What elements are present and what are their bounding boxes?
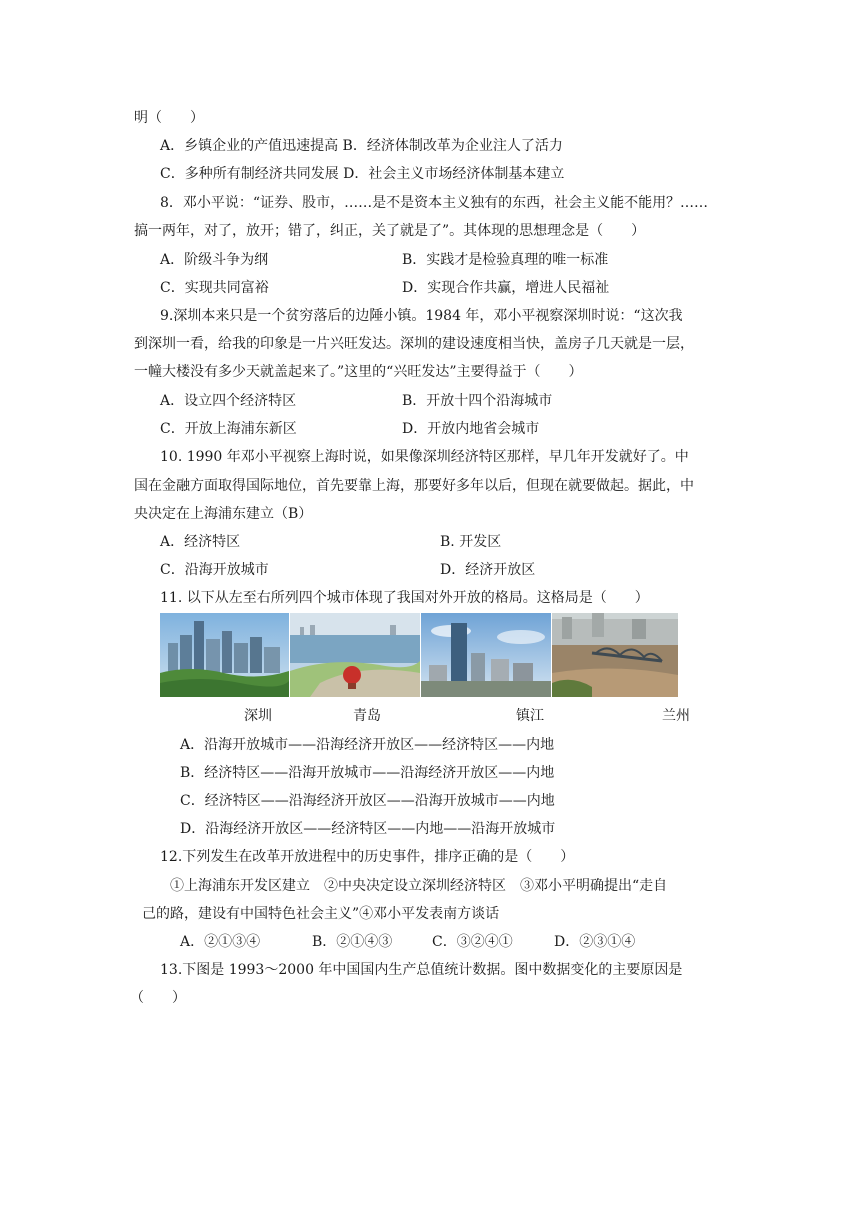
q12-option-d: D．②③①④	[554, 934, 636, 950]
q9-option-b: B．开放十四个沿海城市	[402, 393, 553, 409]
q10-stem-2: 国在金融方面取得国际地位，首先要靠上海，那要好多年以后，但现在就要做起。据此，中	[134, 478, 694, 494]
q12-option-c: C．③②④①	[432, 934, 513, 950]
q10-option-c: C．沿海开放城市	[160, 562, 269, 578]
q10-stem-1: 10. 1990 年邓小平视察上海时说，如果像深圳经济特区那样，早几年开发就好了。中	[160, 449, 689, 465]
q11-stem: 11. 以下从左至右所列四个城市体现了我国对外开放的格局。这格局是（ ）	[160, 590, 649, 606]
q8-stem-2: 搞一两年，对了，放开；错了，纠正，关了就是了”。其体现的思想理念是（ ）	[134, 223, 646, 239]
q10-stem-3: 央决定在上海浦东建立（B）	[134, 506, 313, 522]
q9-stem-3: 一幢大楼没有多少天就盖起来了。”这里的“兴旺发达”主要得益于（ ）	[134, 364, 583, 380]
lanzhou-photo	[552, 613, 678, 697]
q12-stem: 12.下列发生在改革开放进程中的历史事件，排序正确的是（ ）	[160, 849, 575, 865]
q10-option-b: B. 开发区	[440, 534, 502, 550]
q12-items-2: 己的路，建设有中国特色社会主义”④邓小平发表南方谈话	[142, 906, 500, 922]
q9-stem-1: 9.深圳本来只是一个贫穷落后的边陲小镇。1984 年，邓小平视察深圳时说：“这次我	[160, 308, 683, 324]
q8-stem-1: 8．邓小平说：“证券、股市，……是不是资本主义独有的东西，社会主义能不能用？……	[160, 195, 709, 211]
caption-qingdao: 青岛	[353, 708, 381, 724]
q11-option-a: A．沿海开放城市——沿海经济开放区——经济特区——内地	[180, 737, 555, 753]
q9-option-a: A．设立四个经济特区	[160, 393, 297, 409]
q8-option-c: C．实现共同富裕	[160, 280, 269, 296]
caption-zhenjiang: 镇江	[516, 708, 544, 724]
q12-items-1: ①上海浦东开发区建立 ②中央决定设立深圳经济特区 ③邓小平明确提出“走自	[170, 878, 668, 894]
shenzhen-photo	[160, 613, 289, 697]
q8-option-d: D．实现合作共赢，增进人民福祉	[402, 280, 610, 296]
q9-option-d: D．开放内地省会城市	[402, 421, 540, 437]
q13-stem-2: （ ）	[130, 990, 186, 1006]
q10-option-d: D．经济开放区	[440, 562, 536, 578]
caption-shenzhen: 深圳	[244, 708, 272, 724]
line-2: A．乡镇企业的产值迅速提高 B．经济体制改革为企业注人了活力	[160, 138, 563, 154]
q8-option-a: A．阶级斗争为纲	[160, 252, 269, 268]
caption-lanzhou: 兰州	[662, 708, 690, 724]
line-3: C．多种所有制经济共同发展 D．社会主义市场经济体制基本建立	[160, 166, 565, 182]
qingdao-photo	[290, 613, 420, 697]
q8-option-b: B．实践才是检验真理的唯一标准	[402, 252, 609, 268]
line-1: 明（ ）	[134, 110, 204, 126]
q9-stem-2: 到深圳一看，给我的印象是一片兴旺发达。深圳的建设速度相当快，盖房子几天就是一层，	[134, 336, 694, 352]
q11-option-c: C．经济特区——沿海经济开放区——沿海开放城市——内地	[180, 793, 555, 809]
q10-option-a: A．经济特区	[160, 534, 241, 550]
q11-option-b: B．经济特区——沿海开放城市——沿海经济开放区——内地	[180, 765, 555, 781]
zhenjiang-photo	[421, 613, 551, 697]
q12-option-a: A．②①③④	[180, 934, 261, 950]
q9-option-c: C．开放上海浦东新区	[160, 421, 297, 437]
q12-option-b: B．②①④③	[312, 934, 393, 950]
q13-stem-1: 13.下图是 1993～2000 年中国国内生产总值统计数据。图中数据变化的主要原因是	[160, 962, 683, 978]
q11-option-d: D．沿海经济开放区——经济特区——内地——沿海开放城市	[180, 821, 556, 837]
